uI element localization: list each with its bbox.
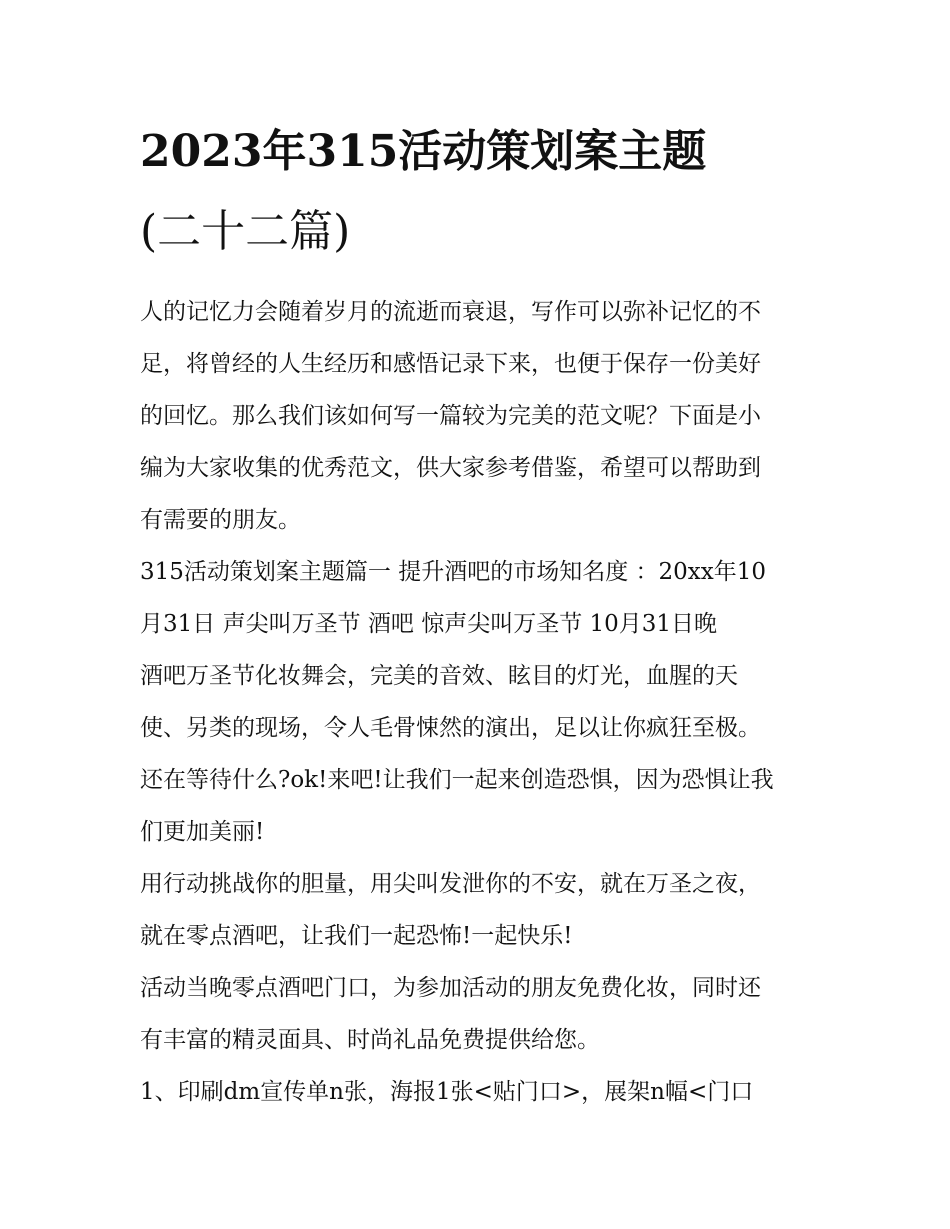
body-line: 月31日 声尖叫万圣节 酒吧 惊声尖叫万圣节 10月31日晚 bbox=[140, 611, 718, 637]
body-line: 们更加美丽! bbox=[140, 819, 265, 845]
body-line: 315活动策划案主题篇一 提升酒吧的市场知名度 ：20xx年10 bbox=[140, 559, 766, 585]
body-line: 有需要的朋友。 bbox=[140, 507, 301, 533]
body-line: 就在零点酒吧，让我们一起恐怖!一起快乐! bbox=[140, 923, 573, 949]
body-line: 有丰富的精灵面具、时尚礼品免费提供给您。 bbox=[140, 1027, 600, 1053]
body-line: 还在等待什么?ok!来吧!让我们一起来创造恐惧，因为恐惧让我 bbox=[140, 767, 774, 793]
body-line: 使、另类的现场，令人毛骨悚然的演出，足以让你疯狂至极。 bbox=[140, 715, 761, 741]
body-line: 1、印刷dm宣传单n张，海报1张<贴门口>，展架n幅<门口 bbox=[140, 1079, 754, 1105]
body-line: 的回忆。那么我们该如何写一篇较为完美的范文呢？下面是小 bbox=[140, 403, 761, 429]
document-page bbox=[140, 112, 820, 1118]
body-line: 用行动挑战你的胆量，用尖叫发泄你的不安，就在万圣之夜， bbox=[140, 871, 761, 897]
document-title bbox=[140, 112, 820, 272]
title-line-2: (二十二篇) bbox=[140, 206, 351, 257]
body-line: 酒吧万圣节化妆舞会，完美的音效、眩目的灯光，血腥的天 bbox=[140, 663, 738, 689]
title-line-1: 2023年315活动策划案主题 bbox=[140, 126, 707, 177]
body-line: 人的记忆力会随着岁月的流逝而衰退，写作可以弥补记忆的不 bbox=[140, 299, 761, 325]
body-line: 编为大家收集的优秀范文，供大家参考借鉴，希望可以帮助到 bbox=[140, 455, 761, 481]
body-line: 活动当晚零点酒吧门口，为参加活动的朋友免费化妆，同时还 bbox=[140, 975, 761, 1001]
body-line: 足，将曾经的人生经历和感悟记录下来，也便于保存一份美好 bbox=[140, 351, 761, 377]
document-body bbox=[140, 286, 820, 1118]
